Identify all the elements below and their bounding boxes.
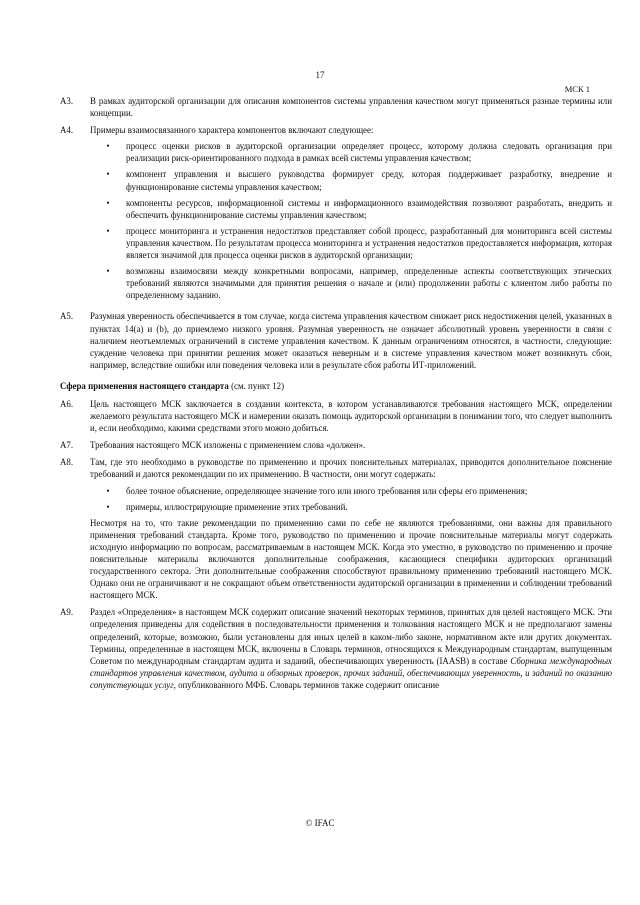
paragraph-text: Требования настоящего МСК изложены с применением слова «должен». — [90, 440, 366, 451]
paragraph-a3 — [60, 95, 612, 119]
paragraph-text: Там, где это необходимо в руководстве по применению и прочих пояснительных материалах, приводится дополнительное пояснение требований и даются рекомендации по их применению. В частности, они могут содержать: — [90, 457, 612, 480]
paragraph-text: Разумная уверенность обеспечивается в том случае, когда система управления качеством снижает риск недостижения целей, указанных в пунктах 14(a) и (b), до приемлемо низкого уровня. Разумная уверенность не означает абсолютный уровень уверенности в связи с наличием неотъемлемых ограничений в системе управления качеством. К данным ограничениям относятся, в частности, следующие: суждение человека при принятии решения может оказаться неверным и в системе управления качеством может возникнуть сбои, например, вследствие ошибки или поведения человека или в результате сбоя работы ИТ-приложений. — [90, 311, 612, 370]
paragraph-label: A7. — [60, 440, 74, 451]
copyright-footer: © IFAC — [305, 818, 335, 828]
list-item: • примеры, иллюстрирующие применение этих требований. — [90, 501, 612, 513]
paragraph-text: Примеры взаимосвязанного характера компонентов включают следующее: — [90, 125, 374, 136]
paragraph-text: Раздел «Определения» в настоящем МСК содержит описание значений некоторых терминов, принятых для целей настоящего МСК. Эти определения приведены для содействия в последовательности применения и толкования настоящего МСК и не предполагают замены определений, которые, возможно, были установлены для иных целей в каком-либо законе, нормативном акте или других документах. Термины, определенные в настоящем МСК, включены в Словарь терминов, относящихся к Международным стандартам, выпущенным Советом по международным стандартам аудита и заданий, обеспечивающих уверенность (IAASB) в составе Сборника международных стандартов управления качеством, аудита и обзорных проверок, прочих заданий, обеспечивающих уверенность, и заданий по оказанию сопутствующих услуг, опубликованного МФБ. Словарь терминов также содержит описание — [90, 607, 612, 690]
section-title: Сфера применения настоящего стандарта — [60, 380, 229, 391]
bullet-icon: • — [106, 225, 110, 236]
paragraph-label: A9. — [60, 607, 74, 618]
paragraph-label: A3. — [60, 96, 74, 106]
paragraph-label: A5. — [60, 311, 74, 322]
list-item: • более точное объяснение, определяющее значение того или иного требования или сферы его применения; — [90, 485, 612, 497]
a4-bullet-list — [90, 140, 612, 301]
standard-code: МСК 1 — [564, 84, 590, 94]
list-item: • компонент управления и высшего руководства формирует среду, которая поддерживает разработку, внедрение и функционирование системы управления качеством; — [90, 168, 612, 192]
paragraph-a5 — [60, 310, 612, 370]
paragraph-a4 — [60, 124, 612, 305]
page-number: 17 — [315, 70, 325, 80]
section-reference: (см. пункт 12) — [231, 380, 285, 391]
bullet-icon: • — [106, 169, 110, 180]
a8-bullet-list — [90, 485, 612, 513]
list-item: • компоненты ресурсов, информационной системы и информационного взаимодействия позволяют разработать, внедрить и обеспечить функционирование системы управления качеством; — [90, 197, 612, 221]
paragraph-text: В рамках аудиторской организации для описания компонентов системы управления качеством могут применяться разные термины или концепции. — [90, 96, 612, 119]
section-heading — [60, 380, 612, 392]
bullet-icon: • — [106, 141, 110, 152]
list-item: • возможны взаимосвязи между конкретными вопросами, например, определенные аспекты соответствующих этических требований являются значимыми для принятия решения о начале и (или) продолжении работы с клиентом либо работы по определенному заданию. — [90, 265, 612, 301]
list-item: • процесс оценки рисков в аудиторской организации определяет процесс, которому должна следовать организация при реализации риск-ориентированного подхода в рамках всей системы управления качеством; — [90, 140, 612, 164]
paragraph-label: A8. — [60, 457, 74, 468]
paragraph-a9 — [60, 606, 612, 691]
bullet-icon: • — [106, 266, 110, 277]
italic-reference: Сборника международных стандартов управления качеством, аудита и обзорных проверок, прочих заданий, обеспечивающих уверенность, и заданий по оказанию сопутствующих услуг, — [90, 655, 612, 690]
list-item: • процесс мониторинга и устранения недостатков представляет собой процесс, разработанный для мониторинга всей системы управления качеством. По результатам процесса мониторинга и устранения недостатков предоставляется информация, которая является значимой для процесса оценки рисков в аудиторской организации; — [90, 225, 612, 261]
paragraph-text: Цель настоящего МСК заключается в создании контекста, в котором устанавливаются требования настоящего МСК, определении желаемого результата настоящего МСК и намерении оказать помощь аудиторской организации в понимании того, что следует выполнить и, если необходимо, какими средствами этого можно добиться. — [90, 398, 612, 434]
paragraph-a7 — [60, 439, 612, 451]
bullet-icon: • — [106, 501, 110, 512]
page-content — [60, 95, 612, 696]
bullet-icon: • — [106, 485, 110, 496]
paragraph-a8 — [60, 456, 612, 601]
bullet-icon: • — [106, 197, 110, 208]
paragraph-label: A4. — [60, 125, 74, 136]
paragraph-a6 — [60, 398, 612, 434]
a8-note: Несмотря на то, что такие рекомендации по применению сами по себе не являются требованиями, они важны для правильного применения требований стандарта. Кроме того, руководство по применению и прочие пояснительные материалы могут содержать исходную информацию по вопросам, рассматриваемым в настоящем МСК. Когда это уместно, в руководство по применению и прочие пояснительные материалы включаются дополнительные соображения, касающиеся специфики аудиторских организаций государственного сектора. Эти дополнительные соображения способствуют правильному применению требований настоящего МСК. Однако они не ограничивают и не сокращают объем ответственности аудиторской организации в применении и соблюдении требований настоящего МСК. — [90, 517, 612, 601]
paragraph-label: A6. — [60, 398, 74, 409]
